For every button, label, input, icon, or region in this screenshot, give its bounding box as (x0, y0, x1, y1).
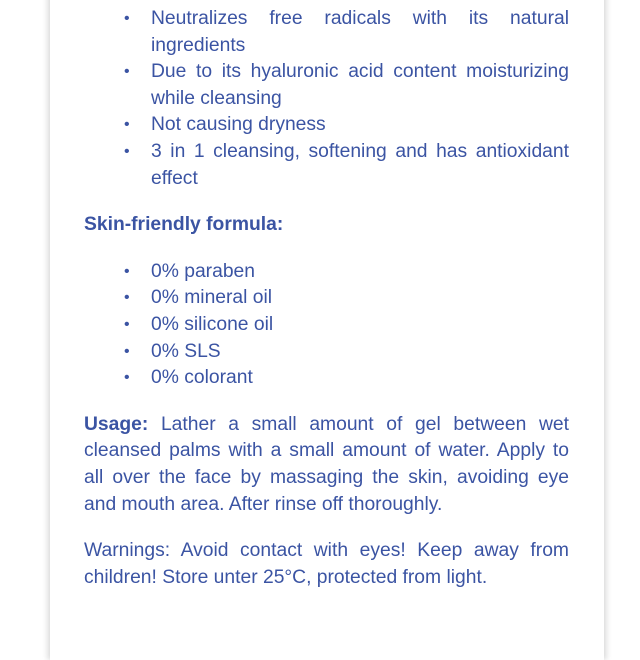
formula-list (84, 259, 569, 392)
product-description (84, 6, 569, 591)
bullet-icon: • (124, 342, 130, 360)
bullet-icon: • (124, 63, 130, 81)
formula-item: • 0% colorant (84, 365, 569, 392)
benefit-item: • Not causing dryness (84, 112, 569, 139)
benefit-item: • 3 in 1 cleansing, softening and has antioxidant effect (124, 140, 569, 189)
formula-item: • 0% paraben (84, 259, 569, 286)
benefit-item: • Neutralizes free radicals with its natural ingredients (124, 8, 569, 56)
bullet-icon: • (124, 369, 130, 387)
benefit-item: • Due to its hyaluronic acid content moisturizing while cleansing (124, 61, 569, 109)
bullet-icon: • (124, 10, 130, 27)
formula-heading: Skin-friendly formula: (84, 214, 284, 236)
usage-paragraph (84, 412, 569, 518)
bullet-icon: • (124, 142, 130, 160)
formula-item: • 0% mineral oil (84, 285, 569, 312)
formula-item: • 0% SLS (84, 339, 569, 366)
benefits-list (84, 6, 569, 192)
warnings-paragraph: Warnings: Avoid contact with eyes! Keep away from children! Store unter 25°C, protected from light. (84, 540, 569, 588)
usage-label: Usage: (84, 413, 149, 435)
formula-item: • 0% silicone oil (84, 312, 569, 339)
bullet-icon: • (124, 315, 130, 333)
bullet-icon: • (124, 262, 130, 280)
usage-text: Lather a small amount of gel between wet cleansed palms with a small amount of water. Apply to all over the face by massaging the skin, avoiding eye and mouth area. After rinse off thoroughly. (84, 413, 569, 515)
bullet-icon: • (124, 289, 130, 307)
bullet-icon: • (124, 116, 130, 134)
